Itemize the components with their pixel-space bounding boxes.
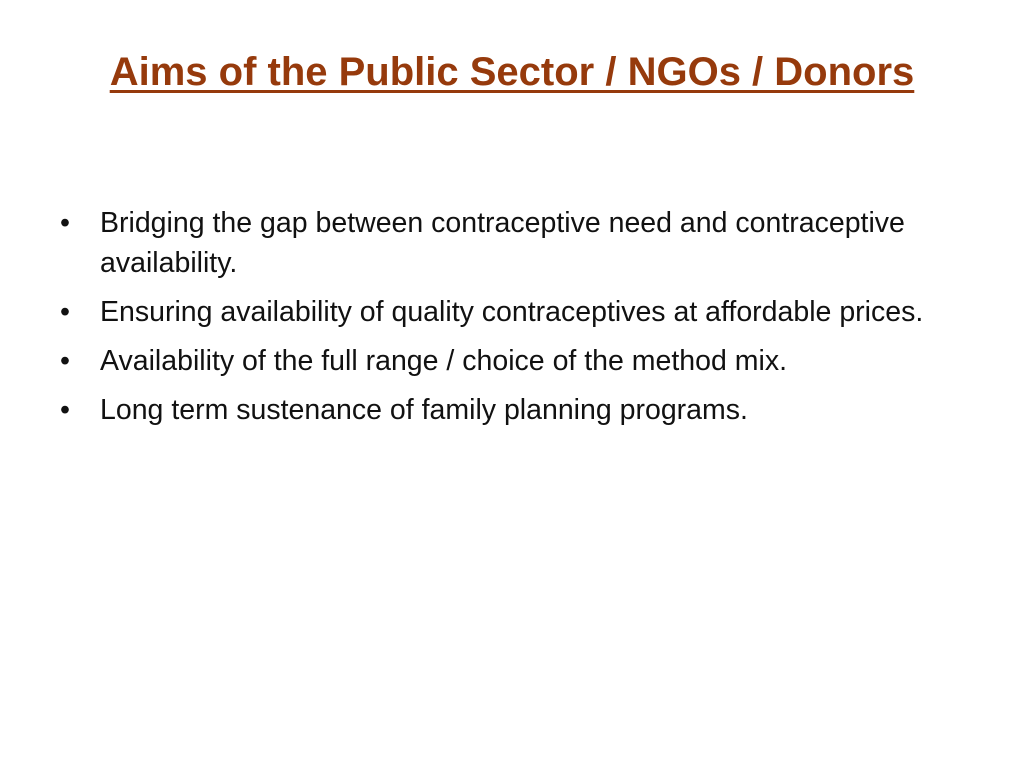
bullet-item bbox=[60, 203, 960, 283]
bullet-text: Bridging the gap between contraceptive need and contraceptive availability. bbox=[100, 207, 905, 279]
bullet-icon: • bbox=[60, 296, 70, 328]
bullet-list bbox=[60, 203, 960, 439]
bullet-text: Availability of the full range / choice of the method mix. bbox=[100, 345, 788, 377]
bullet-icon: • bbox=[60, 345, 70, 377]
bullet-icon: • bbox=[60, 207, 70, 239]
bullet-icon: • bbox=[60, 394, 70, 426]
bullet-item bbox=[60, 390, 960, 430]
bullet-text: Ensuring availability of quality contraceptives at affordable prices. bbox=[100, 296, 924, 328]
bullet-text: Long term sustenance of family planning programs. bbox=[100, 394, 748, 426]
bullet-item bbox=[60, 341, 960, 381]
slide-title: Aims of the Public Sector / NGOs / Donors bbox=[109, 50, 915, 94]
bullet-item bbox=[60, 292, 960, 332]
